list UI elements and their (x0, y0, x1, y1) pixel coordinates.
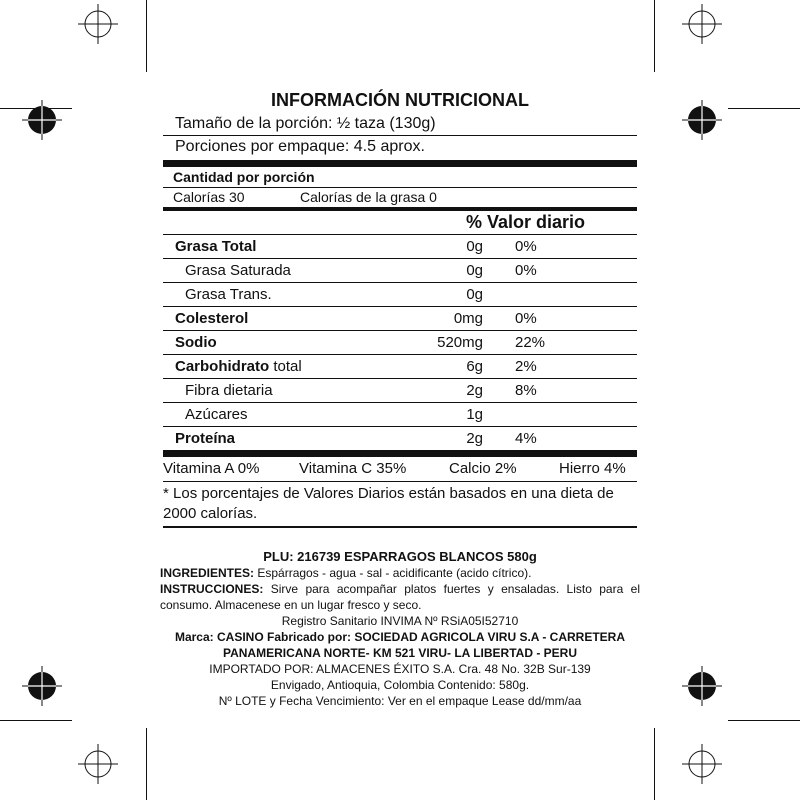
nutrient-daily-value: 2% (515, 358, 537, 375)
importer-location-content: Envigado, Antioquia, Colombia Contenido: 580g. (270, 678, 530, 692)
plu-line: PLU: 216739 ESPARRAGOS BLANCOS 580g (263, 549, 537, 564)
servings-per-container: Porciones por empaque: 4.5 aprox. (175, 138, 425, 155)
crop-mark-br-v (654, 728, 655, 800)
registration-dot-icon (22, 100, 62, 140)
registration-target-icon (78, 744, 118, 784)
registration-target-icon (78, 4, 118, 44)
nutrient-name-text: Fibra dietaria (185, 382, 273, 399)
nutrient-name-bold: Carbohidrato (175, 358, 270, 375)
nutrient-amount: 6g (466, 358, 483, 375)
crop-mark-bl-h (0, 720, 72, 721)
product-info (160, 548, 640, 709)
nutrient-daily-value: 0% (515, 310, 537, 327)
thick-divider (163, 526, 637, 528)
divider (163, 481, 637, 482)
calcium: Calcio 2% (449, 460, 517, 477)
nutrient-amount: 0g (466, 262, 483, 279)
nutrient-daily-value: 0% (515, 262, 537, 279)
crop-mark-br-h (728, 720, 800, 721)
daily-value-header: % Valor diario (466, 212, 586, 232)
nutrient-name-bold: Grasa Total (175, 238, 257, 255)
nutrient-name-text: total (269, 358, 302, 375)
sanitary-registration: Registro Sanitario INVIMA Nº RSiA05I52710 (281, 614, 519, 628)
vitamins-row (163, 457, 637, 481)
nutrient-row (163, 355, 637, 379)
nutrient-daily-value: 4% (515, 430, 537, 447)
registration-target-icon (682, 4, 722, 44)
nutrient-amount: 2g (466, 430, 483, 447)
nutrient-name (175, 331, 217, 355)
nutrient-name (175, 355, 302, 379)
nutrient-amount: 2g (466, 382, 483, 399)
nutrition-facts-panel (163, 88, 637, 533)
brand-manufacturer-line1: Marca: CASINO Fabricado por: SOCIEDAD AGRICOLA VIRU S.A - CARRETERA (174, 630, 626, 644)
nutrient-name (185, 283, 272, 307)
nutrient-row (163, 403, 637, 427)
nutrient-amount: 0mg (453, 310, 483, 327)
nutrient-name (175, 307, 248, 331)
nutrient-name-text: Grasa Trans. (185, 286, 272, 303)
crop-mark-tr-h (728, 108, 800, 109)
calories-from-fat: Calorías de la grasa 0 (300, 189, 437, 205)
nutrient-name (185, 403, 248, 427)
nutrient-row (163, 283, 637, 307)
registration-dot-icon (22, 666, 62, 706)
nutrient-row (163, 259, 637, 283)
thick-divider (163, 160, 637, 167)
ingredients: INGREDIENTES: Espárragos - agua - sal - acidificante (acido cítrico). (160, 566, 532, 580)
crop-mark-bl-v (146, 728, 147, 800)
nutrient-daily-value: 22% (515, 334, 546, 351)
amount-per-serving: Cantidad por porción (173, 169, 315, 185)
nutrient-name-text: Azúcares (185, 406, 248, 423)
nutrient-row (163, 307, 637, 331)
serving-size: Tamaño de la porción: ½ taza (130g) (175, 115, 436, 132)
iron: Hierro 4% (559, 460, 626, 477)
nutrition-title: INFORMACIÓN NUTRICIONAL (271, 90, 529, 110)
nutrient-amount: 520mg (437, 334, 483, 351)
nutrient-name (185, 379, 273, 403)
registration-target-icon (682, 744, 722, 784)
nutrient-row (163, 427, 637, 451)
registration-dot-icon (682, 666, 722, 706)
nutrient-table (163, 235, 637, 451)
crop-mark-tl-v (146, 0, 147, 72)
nutrient-name-bold: Colesterol (175, 310, 249, 327)
nutrient-row (163, 235, 637, 259)
nutrient-amount: 1g (466, 406, 483, 423)
nutrient-name-bold: Sodio (175, 334, 217, 351)
nutrient-name (185, 259, 291, 283)
thick-divider (163, 450, 637, 457)
nutrient-daily-value: 8% (515, 382, 537, 399)
nutrient-row (163, 379, 637, 403)
vitamin-c: Vitamina C 35% (299, 460, 407, 477)
crop-mark-tr-v (654, 0, 655, 72)
nutrient-amount: 0g (466, 238, 483, 255)
nutrient-name-text: Grasa Saturada (185, 262, 291, 279)
registration-dot-icon (682, 100, 722, 140)
brand-manufacturer-line2: PANAMERICANA NORTE- KM 521 VIRU- LA LIBERTAD - PERU (222, 646, 577, 660)
nutrient-row (163, 331, 637, 355)
nutrient-name (175, 235, 256, 259)
nutrient-daily-value: 0% (515, 238, 537, 255)
footnote: * Los porcentajes de Valores Diarios están basados en una dieta de 2000 calorías. (163, 485, 614, 522)
nutrient-amount: 0g (466, 286, 483, 303)
instructions: INSTRUCCIONES: Sirve para acompañar platos fuertes y ensaladas. Listo para el consumo. Almacenese en un lugar fresco y seco. (160, 582, 640, 612)
importer: IMPORTADO POR: ALMACENES ÉXITO S.A. Cra. 48 No. 32B Sur-139 (209, 662, 591, 676)
calories: Calorías 30 (173, 189, 245, 205)
lot-expiry: Nº LOTE y Fecha Vencimiento: Ver en el empaque Lease dd/mm/aa (218, 694, 582, 708)
vitamin-a: Vitamina A 0% (163, 460, 260, 477)
nutrient-name (175, 427, 235, 451)
nutrient-name-bold: Proteína (175, 430, 236, 447)
